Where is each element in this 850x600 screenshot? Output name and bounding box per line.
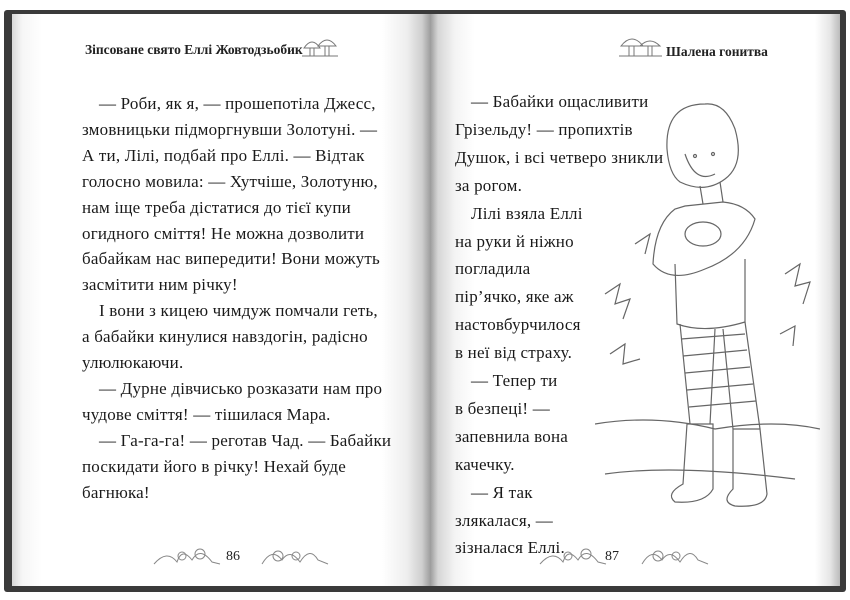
text-line: зізналася Еллі.: [455, 538, 565, 558]
text-line: — Га-га-га! — реготав Чад. — Бабайки: [99, 430, 392, 450]
text-line: — Тепер ти: [471, 371, 558, 390]
text-line: змовницьки підморгнувши Золотуні. —: [82, 119, 378, 139]
text-line: засмітити ним річку!: [82, 275, 238, 295]
text-line: в безпеці! —: [455, 398, 550, 418]
floral-ornament-icon: [538, 544, 608, 566]
floral-ornament-icon: [260, 544, 330, 566]
page-number-left: 86: [226, 549, 240, 564]
mushroom-ornament-icon: [300, 34, 340, 58]
text-line: — Я так: [471, 482, 533, 502]
mushroom-ornament-icon: [618, 32, 663, 58]
text-line: Грізельду! — пропихтів: [455, 119, 633, 139]
text-line: огидного сміття! Не можна дозволити: [82, 223, 365, 243]
running-head-right: Шалена гонитва: [666, 44, 768, 59]
text-line: І вони з кицею чимдуж помчали геть,: [99, 301, 378, 321]
left-page: [12, 14, 430, 586]
right-page: [430, 14, 840, 586]
text-line: чудове сміття! — тішилася Мара.: [82, 404, 331, 424]
text-line: а бабайки кинулися навздогін, радісно: [82, 327, 368, 347]
text-line: на руки й ніжно: [455, 231, 574, 251]
text-line: в неї від страху.: [455, 343, 573, 363]
text-line: поскидати його в річку! Нехай буде: [82, 456, 347, 476]
text-line: багнюка!: [82, 482, 150, 502]
text-line: улюлюкаючи.: [82, 353, 184, 372]
text-line: А ти, Лілі, подбай про Еллі. — Відтак: [82, 145, 365, 165]
text-line: бабайкам нас випередити! Вони можуть: [82, 249, 381, 269]
text-line: Лілі взяла Еллі: [471, 203, 583, 223]
running-head-left: Зіпсоване свято Еллі Жовтодзьобик: [85, 42, 303, 57]
text-line: за рогом.: [455, 175, 523, 195]
text-line: пір’ячко, яке аж: [455, 287, 574, 307]
text-line: качечку.: [455, 454, 515, 474]
text-line: — Дурне дівчисько розказати нам про: [99, 378, 383, 398]
floral-ornament-icon: [640, 544, 710, 566]
text-line: голосно мовила: — Хутчіше, Золотуню,: [82, 171, 378, 191]
text-line: Душок, і всі четверо зникли: [455, 147, 664, 167]
text-line: — Бабайки ощасливити: [471, 92, 649, 111]
text-line: нам іще треба дістатися до тієї купи: [82, 197, 351, 217]
girl-with-duckling-illustration: [595, 94, 820, 514]
text-line: настовбурчилося: [455, 315, 581, 335]
text-line: запевнила вона: [455, 426, 569, 446]
text-line: погладила: [455, 259, 531, 279]
text-line: злякалася, —: [455, 510, 554, 530]
page-number-right: 87: [605, 549, 619, 564]
floral-ornament-icon: [152, 544, 222, 566]
text-line: — Роби, як я, — прошепотіла Джесс,: [99, 94, 376, 113]
